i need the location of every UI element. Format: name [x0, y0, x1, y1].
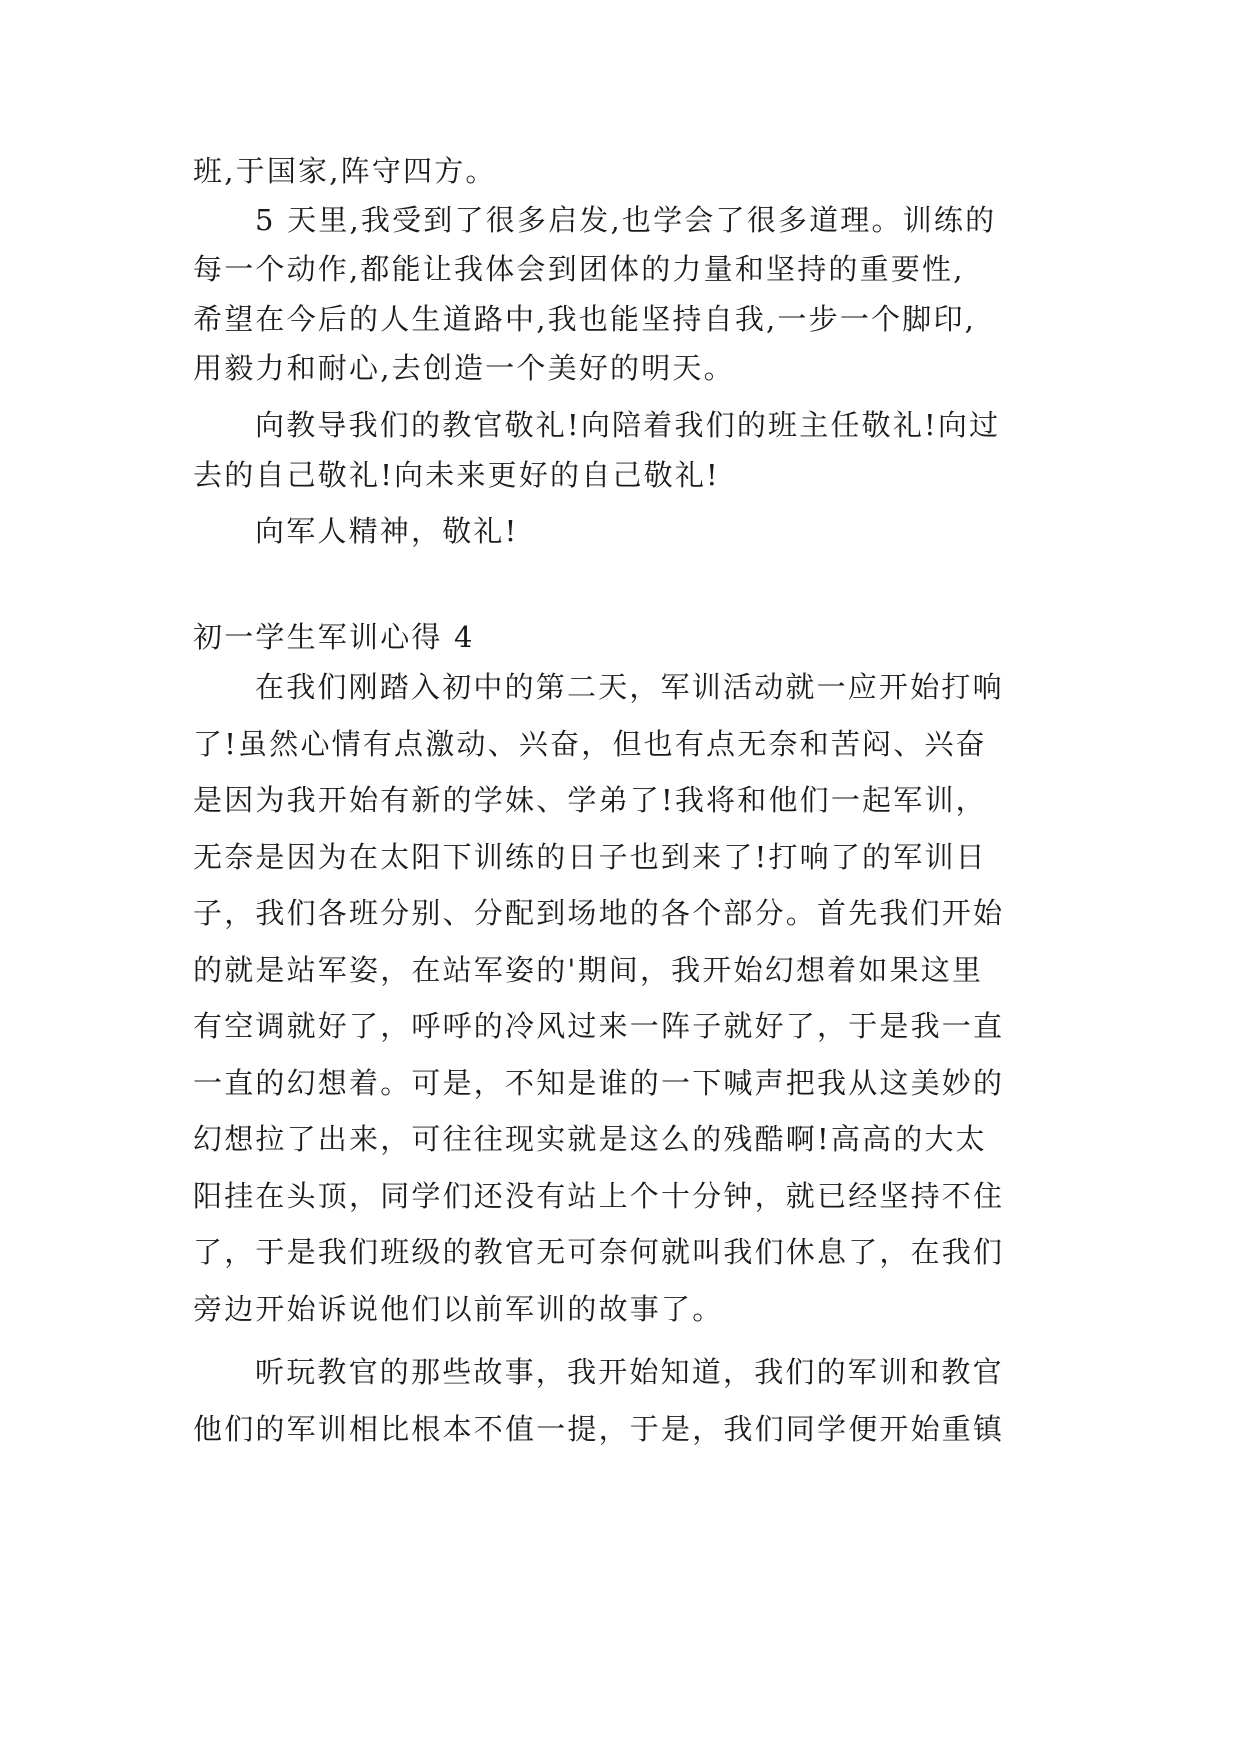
paragraph-first-line: 向军人精神，敬礼! — [255, 514, 519, 548]
text-line: 用毅力和耐心,去创造一个美好的明天。 — [193, 351, 735, 385]
text-line: 幻想拉了出来，可往往现实就是这么的残酷啊!高高的大太 — [193, 1122, 987, 1156]
paragraph-first-line: 听玩教官的那些故事，我开始知道，我们的军训和教官 — [255, 1355, 1004, 1389]
text-line: 有空调就好了，呼呼的冷风过来一阵子就好了，于是我一直 — [193, 1009, 1005, 1043]
text-line: 他们的军训相比根本不值一提，于是，我们同学便开始重镇 — [193, 1412, 1005, 1446]
text-line: 每一个动作,都能让我体会到团体的力量和坚持的重要性, — [193, 252, 965, 286]
paragraph-first-line: 在我们刚踏入初中的第二天，军训活动就一应开始打响 — [255, 670, 1004, 704]
text-line: 阳挂在头顶，同学们还没有站上个十分钟，就已经坚持不住 — [193, 1179, 1005, 1213]
text-line: 旁边开始诉说他们以前军训的故事了。 — [193, 1292, 724, 1326]
text-line: 了!虽然心情有点激动、兴奋，但也有点无奈和苦闷、兴奋 — [193, 727, 987, 761]
text-line: 希望在今后的人生道路中,我也能坚持自我,一步一个脚印, — [193, 302, 977, 336]
section-heading: 初一学生军训心得 4 — [193, 620, 475, 654]
paragraph-first-line: 向教导我们的教官敬礼!向陪着我们的班主任敬礼!向过 — [255, 408, 1001, 442]
text-line: 一直的幻想着。可是，不知是谁的一下喊声把我从这美妙的 — [193, 1066, 1005, 1100]
paragraph-first-line: 5 天里,我受到了很多启发,也学会了很多道理。训练的 — [255, 203, 997, 237]
text-line: 是因为我开始有新的学妹、学弟了!我将和他们一起军训， — [193, 783, 987, 817]
text-line: 的就是站军姿，在站军姿的'期间，我开始幻想着如果这里 — [193, 953, 984, 987]
text-line: 了，于是我们班级的教官无可奈何就叫我们休息了，在我们 — [193, 1235, 1005, 1269]
text-line: 班,于国家,阵守四方。 — [193, 154, 497, 188]
text-line: 无奈是因为在太阳下训练的日子也到来了!打响了的军训日 — [193, 840, 987, 874]
text-line: 子，我们各班分别、分配到场地的各个部分。首先我们开始 — [193, 896, 1005, 930]
text-line: 去的自己敬礼!向未来更好的自己敬礼! — [193, 458, 720, 492]
